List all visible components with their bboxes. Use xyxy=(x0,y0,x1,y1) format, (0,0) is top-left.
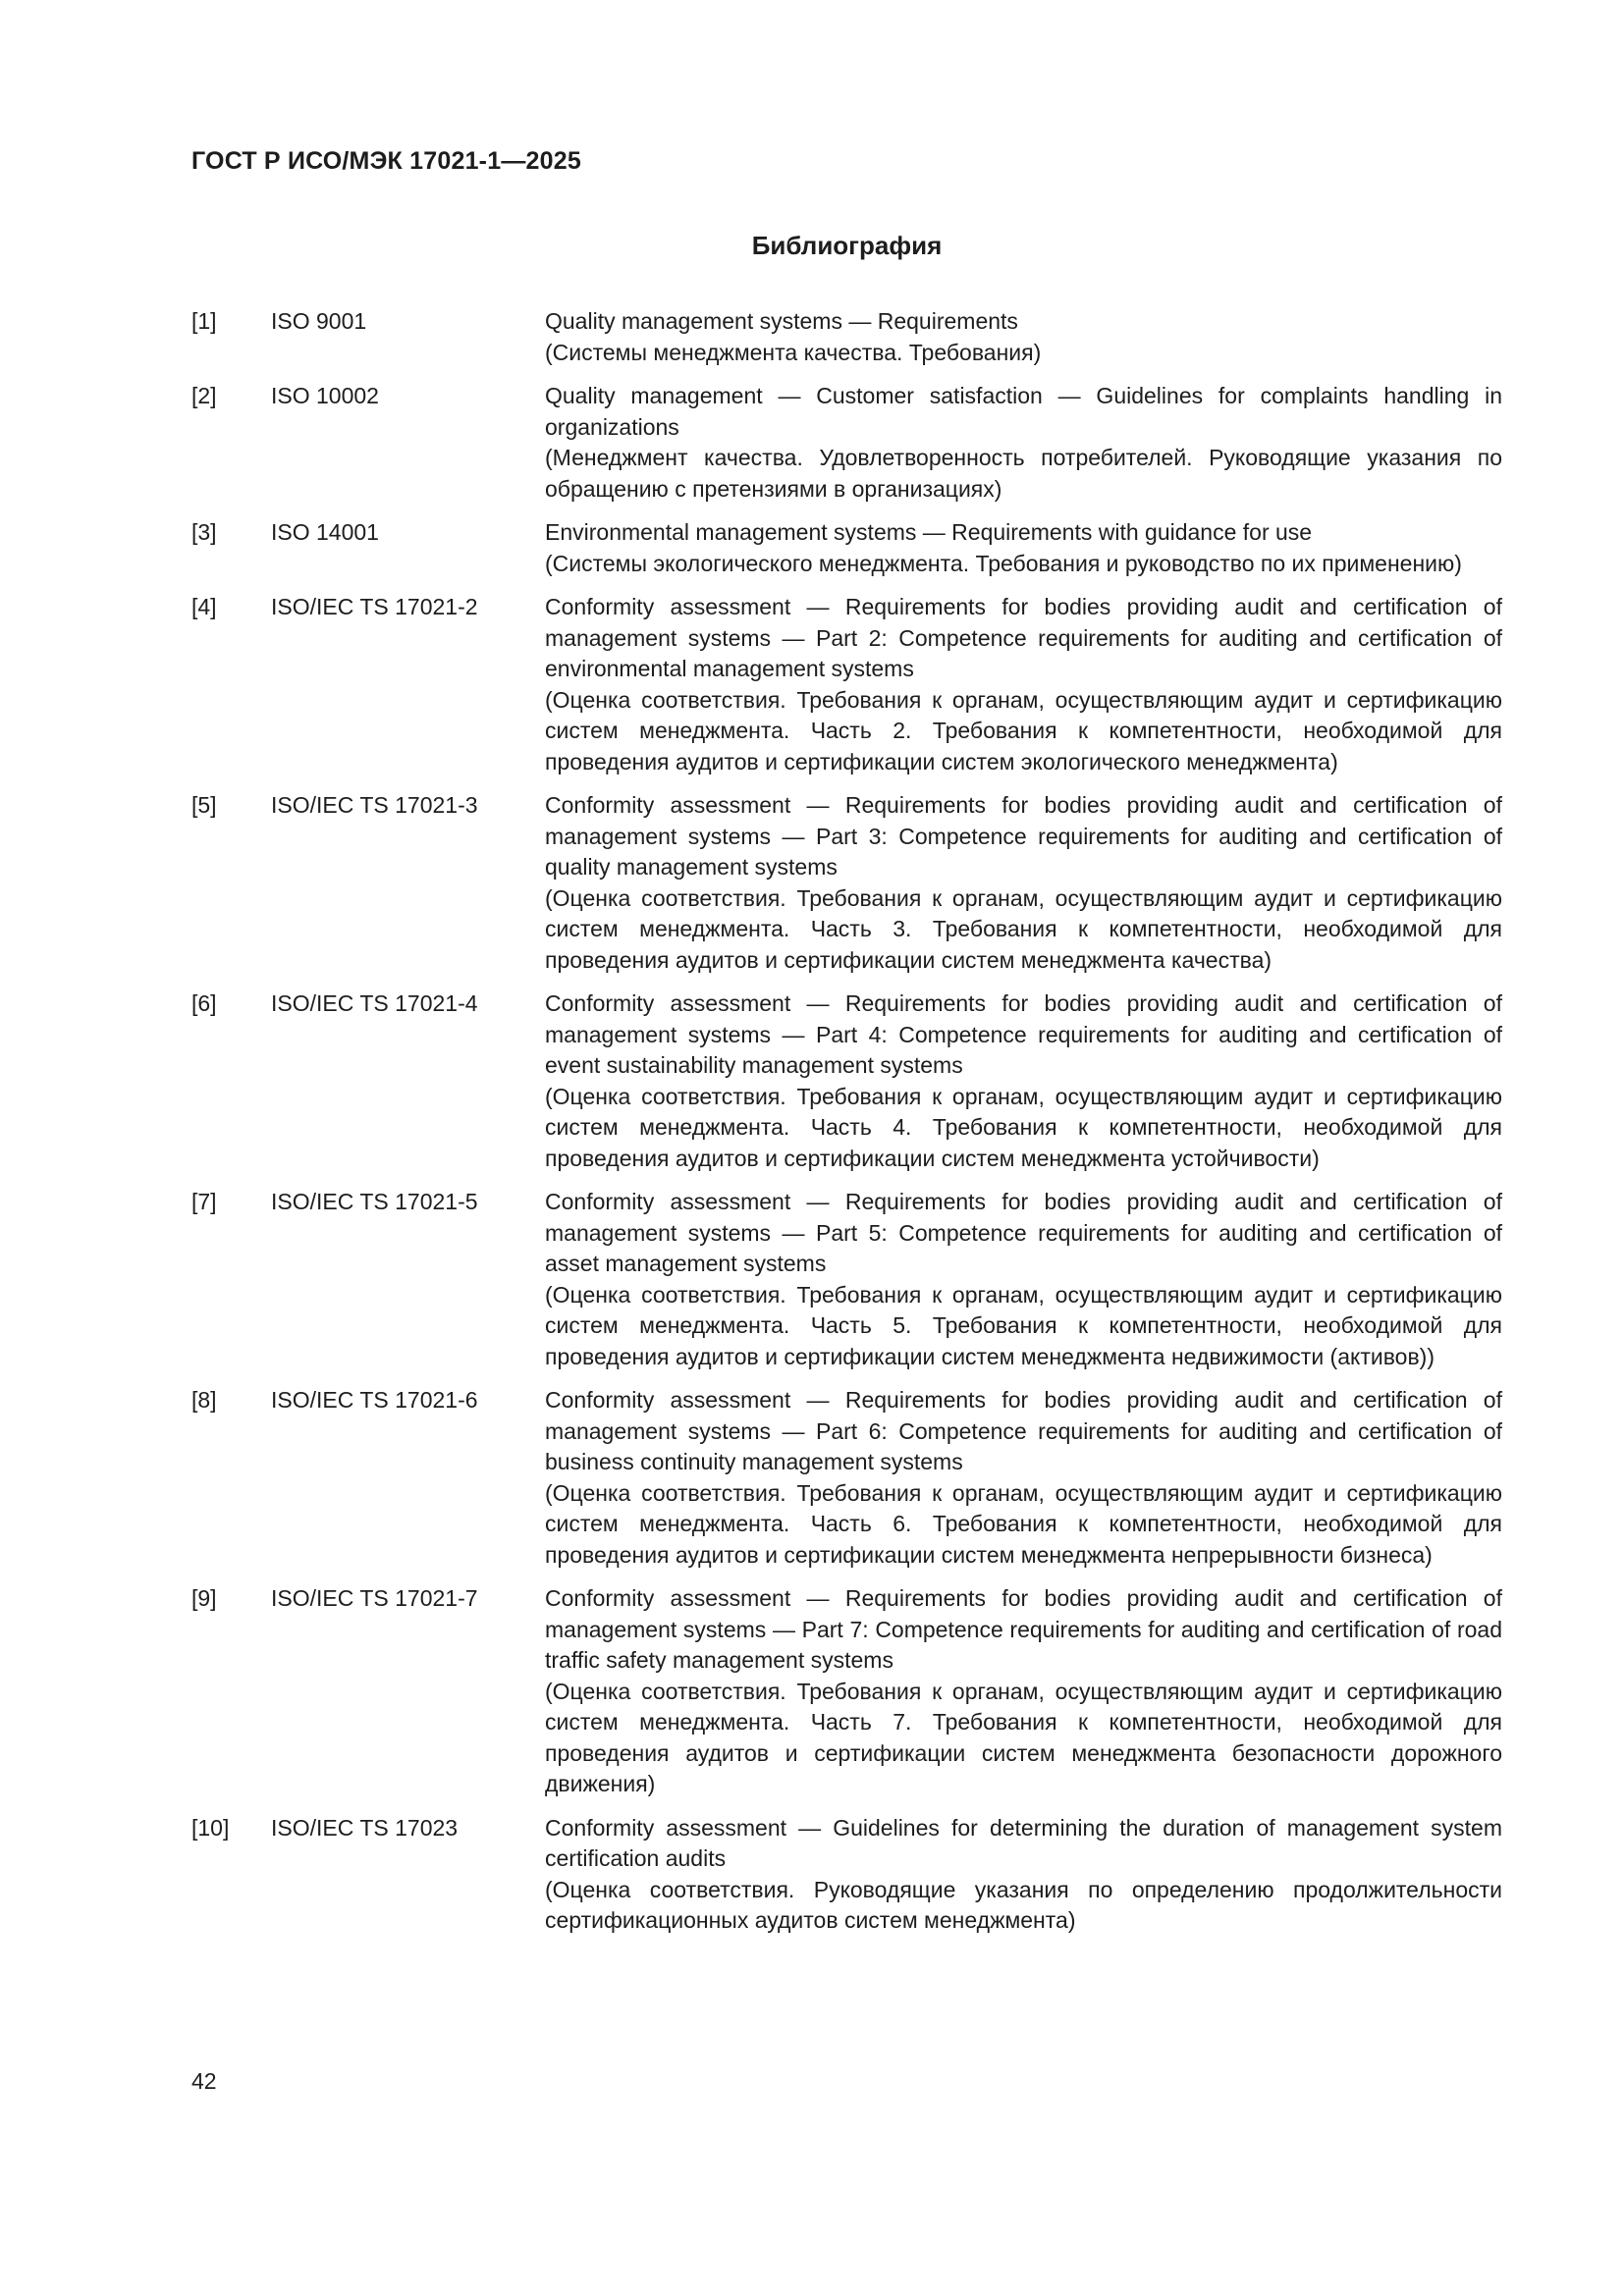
entry-description xyxy=(545,306,1502,368)
bibliography-entry xyxy=(191,1385,1502,1571)
entry-description xyxy=(545,517,1502,579)
page-number: 42 xyxy=(191,2068,217,2094)
entry-standard-code: ISO 9001 xyxy=(271,308,367,334)
entry-description xyxy=(545,1583,1502,1800)
entry-description xyxy=(545,592,1502,777)
entry-title-en: Conformity assessment — Requirements for bodies providing audit and certification of management systems — Part 3: Competence requirements for auditing and certification of quality management systems xyxy=(545,792,1502,880)
entry-title-ru: (Оценка соответствия. Требования к органам, осуществляющим аудит и сертификацию систем менеджмента. Часть 3. Требования к компетентности, необходимой для проведения аудитов и сертификации систем менеджмента качества) xyxy=(545,884,1502,973)
entry-title-ru: (Оценка соответствия. Руководящие указания по определению продолжительности сертификационных аудитов систем менеджмента) xyxy=(545,1876,1502,1933)
entry-standard-code: ISO 14001 xyxy=(271,519,379,545)
entry-title-en: Environmental management systems — Requirements with guidance for use xyxy=(545,519,1313,545)
entry-number: [6] xyxy=(191,990,217,1016)
bibliography-entry xyxy=(191,381,1502,505)
entry-title-en: Quality management systems — Requirements xyxy=(545,308,1018,334)
entry-title-en: Conformity assessment — Requirements for bodies providing audit and certification of management systems — Part 6: Competence requirements for auditing and certification of business continuity management systems xyxy=(545,1387,1502,1474)
entry-standard-code: ISO/IEC TS 17021-5 xyxy=(271,1189,478,1214)
entry-title-ru: (Оценка соответствия. Требования к органам, осуществляющим аудит и сертификацию систем менеджмента. Часть 7. Требования к компетентности, необходимой для проведения аудитов и сертификации систем менеджмента безопасности дорожного движения) xyxy=(545,1678,1502,1796)
bibliography-entry xyxy=(191,1187,1502,1372)
entry-title-ru: (Системы экологического менеджмента. Требования и руководство по их применению) xyxy=(545,550,1462,576)
entry-number: [3] xyxy=(191,519,217,545)
entry-standard-code: ISO/IEC TS 17021-4 xyxy=(271,990,478,1016)
bibliography-entry xyxy=(191,306,1502,368)
entry-title-ru: (Оценка соответствия. Требования к органам, осуществляющим аудит и сертификацию систем менеджмента. Часть 2. Требования к компетентности, необходимой для проведения аудитов и сертификации систем экологического менеджмента) xyxy=(545,686,1502,774)
bibliography-entry xyxy=(191,1583,1502,1800)
bibliography-entry xyxy=(191,790,1502,976)
bibliography-entry xyxy=(191,988,1502,1174)
entry-number: [10] xyxy=(191,1814,230,1841)
section-title: Библиография xyxy=(751,231,943,260)
entry-title-ru: (Оценка соответствия. Требования к органам, осуществляющим аудит и сертификацию систем менеджмента. Часть 6. Требования к компетентности, необходимой для проведения аудитов и сертификации систем менеджмента непрерывности бизнеса) xyxy=(545,1479,1502,1568)
entry-standard-code: ISO/IEC TS 17023 xyxy=(271,1814,459,1841)
entry-title-en: Conformity assessment — Requirements for bodies providing audit and certification of management systems — Part 4: Competence requirements for auditing and certification of event sustainability management systems xyxy=(545,990,1502,1078)
entry-number: [4] xyxy=(191,594,217,619)
entry-title-en: Conformity assessment — Guidelines for determining the duration of management system certification audits xyxy=(545,1814,1502,1871)
entry-title-en: Quality management — Customer satisfaction — Guidelines for complaints handling in organizations xyxy=(545,383,1502,440)
entry-standard-code: ISO/IEC TS 17021-3 xyxy=(271,792,478,818)
entry-description xyxy=(545,790,1502,976)
entry-standard-code: ISO 10002 xyxy=(271,383,379,408)
entry-title-en: Conformity assessment — Requirements for bodies providing audit and certification of management systems — Part 2: Competence requirements for auditing and certification of environmental management systems xyxy=(545,594,1502,681)
bibliography-list xyxy=(191,306,1502,1937)
entry-title-ru: (Системы менеджмента качества. Требования) xyxy=(545,339,1042,365)
entry-standard-code: ISO/IEC TS 17021-6 xyxy=(271,1387,478,1413)
entry-title-en: Conformity assessment — Requirements for bodies providing audit and certification of management systems — Part 5: Competence requirements for auditing and certification of asset management systems xyxy=(545,1189,1502,1276)
entry-description xyxy=(545,988,1502,1174)
entry-title-ru: (Менеджмент качества. Удовлетворенность потребителей. Руководящие указания по обращению с претензиями в организациях) xyxy=(545,445,1502,502)
entry-number: [7] xyxy=(191,1189,217,1214)
entry-number: [9] xyxy=(191,1585,217,1611)
entry-standard-code: ISO/IEC TS 17021-2 xyxy=(271,594,478,619)
entry-number: [8] xyxy=(191,1387,217,1413)
bibliography-entry xyxy=(191,517,1502,579)
document-code-header: ГОСТ Р ИСО/МЭК 17021-1—2025 xyxy=(191,147,581,175)
bibliography-entry xyxy=(191,592,1502,777)
entry-title-en: Conformity assessment — Requirements for bodies providing audit and certification of management systems — Part 7: Competence requirements for auditing and certification of road traffic safety management systems xyxy=(545,1585,1502,1673)
entry-title-ru: (Оценка соответствия. Требования к органам, осуществляющим аудит и сертификацию систем менеджмента. Часть 5. Требования к компетентности, необходимой для проведения аудитов и сертификации систем менеджмента недвижимости (активов)) xyxy=(545,1281,1502,1369)
bibliography-entry xyxy=(191,1813,1502,1937)
entry-number: [2] xyxy=(191,383,217,408)
entry-description xyxy=(545,1187,1502,1372)
entry-number: [5] xyxy=(191,792,217,818)
entry-number: [1] xyxy=(191,308,217,334)
entry-title-ru: (Оценка соответствия. Требования к органам, осуществляющим аудит и сертификацию систем менеджмента. Часть 4. Требования к компетентности, необходимой для проведения аудитов и сертификации систем менеджмента устойчивости) xyxy=(545,1083,1502,1171)
entry-description xyxy=(545,1813,1502,1937)
entry-description xyxy=(545,381,1502,505)
entry-description xyxy=(545,1385,1502,1571)
entry-standard-code: ISO/IEC TS 17021-7 xyxy=(271,1585,478,1611)
